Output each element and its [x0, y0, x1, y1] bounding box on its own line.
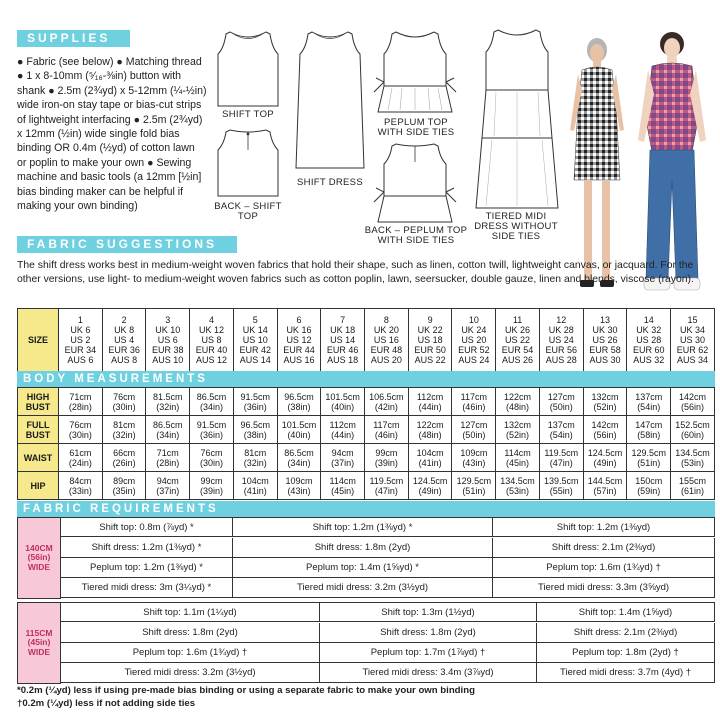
requirement-cell: Shift top: 1.2m (1⅜yd): [493, 517, 715, 537]
measurement-cell: 104cm (41in): [233, 472, 277, 500]
measurement-cell: 99cm (39in): [365, 444, 409, 472]
size-uk: UK 26: [505, 325, 531, 335]
requirement-cell: Tiered midi dress: 3.4m (3⅞yd): [320, 663, 537, 683]
size-aus: AUS 20: [370, 355, 402, 365]
requirement-cell: Tiered midi dress: 3.7m (4yd) †: [537, 663, 715, 683]
size-aus: AUS 24: [458, 355, 490, 365]
size-eur: EUR 52: [458, 345, 490, 355]
measurement-cell: 76cm (30in): [59, 416, 103, 444]
size-n: 13: [599, 315, 610, 325]
measurement-cell: 144.5cm (57in): [583, 472, 627, 500]
size-chart: [17, 308, 715, 372]
size-eur: EUR 46: [326, 345, 359, 355]
size-eur: EUR 44: [283, 345, 315, 355]
requirement-row: [61, 643, 715, 663]
measurement-cell: 152.5cm (60in): [671, 416, 715, 444]
measurement-cell: 127cm (50in): [452, 416, 496, 444]
measurement-cell: 71cm (28in): [59, 388, 103, 416]
size-aus: AUS 10: [152, 355, 184, 365]
measurement-cell: 106.5cm (42in): [365, 388, 409, 416]
size-us: US 20: [461, 335, 487, 345]
size-cell: [59, 309, 103, 372]
size-uk: UK 6: [70, 325, 91, 335]
requirement-cell: Tiered midi dress: 3.3m (3⅝yd): [493, 578, 715, 598]
size-n: 15: [687, 315, 698, 325]
shift-dress-sketch: [292, 30, 368, 170]
measurement-cell: 109cm (43in): [277, 472, 321, 500]
measurement-cell: 81cm (32in): [233, 444, 277, 472]
size-cell: [365, 309, 409, 372]
measurement-cell: 122cm (48in): [408, 416, 452, 444]
size-cell: [496, 309, 540, 372]
measurement-cell: 119.5cm (47in): [539, 444, 583, 472]
measurement-cell: 124.5cm (49in): [583, 444, 627, 472]
shift-dress-label: SHIFT DRESS: [297, 177, 363, 188]
measurement-cell: 142cm (56in): [671, 388, 715, 416]
size-n: 3: [165, 315, 171, 325]
fabric-width-label: 115CM (45in) WIDE: [17, 602, 61, 684]
size-eur: EUR 58: [589, 345, 621, 355]
shift-top-label: SHIFT TOP: [222, 109, 274, 120]
size-n: 9: [427, 315, 433, 325]
measurement-cell: 134.5cm (53in): [671, 444, 715, 472]
measurement-label: WAIST: [18, 444, 59, 472]
size-uk: UK 32: [636, 325, 662, 335]
footnote-bias-binding: *0.2m (¼yd) less if using pre-made bias binding or using a separate fabric to make your own binding: [17, 685, 475, 696]
measurement-cell: 81.5cm (32in): [146, 388, 190, 416]
measurement-cell: 150cm (59in): [627, 472, 671, 500]
back-shift-top-label: BACK – SHIFT TOP: [214, 201, 282, 222]
measurement-cell: 132cm (52in): [583, 388, 627, 416]
measurement-cell: 127cm (50in): [539, 388, 583, 416]
requirement-cell: Peplum top: 1.7m (1⅞yd) †: [320, 643, 537, 663]
measurement-cell: 91.5cm (36in): [190, 416, 234, 444]
size-cell: [671, 309, 715, 372]
measurement-cell: 101.5cm (40in): [277, 416, 321, 444]
size-aus: AUS 16: [283, 355, 315, 365]
measurement-cell: 94cm (37in): [146, 472, 190, 500]
size-eur: EUR 50: [414, 345, 446, 355]
requirement-cell: Shift dress: 1.8m (2yd): [320, 623, 537, 643]
size-us: US 4: [114, 335, 135, 345]
requirement-cell: Peplum top: 1.6m (1¾yd) †: [61, 643, 320, 663]
measurement-row: [18, 388, 715, 416]
size-aus: AUS 28: [545, 355, 577, 365]
size-n: 7: [340, 315, 346, 325]
size-aus: AUS 14: [239, 355, 271, 365]
size-cell: [102, 309, 146, 372]
size-aus: AUS 32: [633, 355, 665, 365]
size-us: US 14: [330, 335, 356, 345]
size-uk: UK 8: [114, 325, 135, 335]
measurement-cell: 104cm (41in): [408, 444, 452, 472]
measurement-cell: 112cm (44in): [408, 388, 452, 416]
size-eur: EUR 36: [108, 345, 140, 355]
size-cell: [277, 309, 321, 372]
requirement-row: [61, 663, 715, 683]
measurement-cell: 147cm (58in): [627, 416, 671, 444]
requirement-cell: Peplum top: 1.4m (1⅝yd) *: [233, 558, 493, 578]
measurement-cell: 139.5cm (55in): [539, 472, 583, 500]
back-peplum-top-sketch: [372, 142, 458, 226]
size-us: US 24: [548, 335, 574, 345]
measurement-cell: 76cm (30in): [102, 388, 146, 416]
size-eur: EUR 62: [676, 345, 709, 355]
body-measurements-table: [17, 387, 715, 500]
size-aus: AUS 8: [111, 355, 138, 365]
requirements-115cm: [17, 602, 715, 684]
measurement-cell: 89cm (35in): [102, 472, 146, 500]
measurement-cell: 117cm (46in): [365, 416, 409, 444]
back-shift-top-sketch: [212, 128, 284, 198]
size-label: SIZE: [18, 309, 59, 372]
tiered-midi-sketch: [474, 28, 560, 210]
measurement-cell: 124.5cm (49in): [408, 472, 452, 500]
requirement-cell: Tiered midi dress: 3m (3¼yd) *: [61, 578, 233, 598]
measurement-row: [18, 444, 715, 472]
body-measurements-heading: BODY MEASUREMENTS: [17, 371, 715, 387]
size-uk: UK 22: [417, 325, 443, 335]
size-aus: AUS 30: [589, 355, 621, 365]
requirement-row: [61, 558, 715, 578]
size-uk: UK 14: [242, 325, 268, 335]
size-n: 12: [556, 315, 567, 325]
size-aus: AUS 22: [414, 355, 446, 365]
size-row: [18, 309, 715, 372]
measurement-cell: 84cm (33in): [59, 472, 103, 500]
size-eur: EUR 54: [501, 345, 534, 355]
size-cell: [583, 309, 627, 372]
fabric-suggestions-heading: FABRIC SUGGESTIONS: [17, 236, 237, 253]
size-n: 2: [121, 315, 127, 325]
measurement-cell: 129.5cm (51in): [627, 444, 671, 472]
size-cell: [321, 309, 365, 372]
measurement-cell: 109cm (43in): [452, 444, 496, 472]
size-us: US 10: [242, 335, 268, 345]
size-cell: [539, 309, 583, 372]
size-eur: EUR 40: [195, 345, 228, 355]
measurement-label: HIGH BUST: [18, 388, 59, 416]
size-uk: UK 20: [373, 325, 399, 335]
requirement-cell: Shift top: 0.8m (⅞yd) *: [61, 517, 233, 537]
size-us: US 8: [201, 335, 222, 345]
size-us: US 18: [417, 335, 443, 345]
size-uk: UK 12: [199, 325, 225, 335]
size-aus: AUS 6: [67, 355, 94, 365]
measurement-cell: 94cm (37in): [321, 444, 365, 472]
size-eur: EUR 60: [632, 345, 665, 355]
measurement-cell: 99cm (39in): [190, 472, 234, 500]
requirement-cell: Shift top: 1.4m (1⅝yd): [537, 602, 715, 622]
size-n: 14: [643, 315, 654, 325]
size-eur: EUR 48: [370, 345, 403, 355]
supplies-text: ● Fabric (see below) ● Matching thread ● 1 x 8-10mm (⁵⁄₁₆-⅜in) button with shank ● 2.5m (2¾yd) x 5-12mm (¼-½in) wide iron-on stay tape or bias-cut strips of lightweight interfacing ● 2.5m (2¾yd) x 12mm (½in) wide single fold bias binding OR 0.4m (½yd) of cotton lawn or poplin to make your own ● Sewing machine and basic tools (a 12mm [½in] bias binding maker can be helpful if making your own binding): [17, 56, 207, 213]
size-uk: UK 18: [330, 325, 356, 335]
size-us: US 16: [373, 335, 399, 345]
measurement-row: [18, 416, 715, 444]
size-n: 11: [512, 315, 523, 325]
size-us: US 2: [70, 335, 91, 345]
size-cell: [146, 309, 190, 372]
supplies-heading: SUPPLIES: [17, 30, 130, 47]
size-uk: UK 24: [461, 325, 487, 335]
size-cell: [233, 309, 277, 372]
size-aus: AUS 12: [196, 355, 228, 365]
footnote-side-ties: †0.2m (¼yd) less if not adding side ties: [17, 697, 196, 709]
size-us: US 12: [286, 335, 312, 345]
size-n: 1: [77, 315, 83, 325]
measurement-cell: 86.5cm (34in): [190, 388, 234, 416]
size-us: US 28: [636, 335, 662, 345]
measurement-cell: 119.5cm (47in): [365, 472, 409, 500]
size-n: 10: [468, 315, 479, 325]
size-uk: UK 30: [592, 325, 618, 335]
requirement-row: [61, 623, 715, 643]
measurement-cell: 114cm (45in): [496, 444, 540, 472]
measurement-cell: 76cm (30in): [190, 444, 234, 472]
measurement-cell: 86.5cm (34in): [146, 416, 190, 444]
fabric-suggestions-text: The shift dress works best in medium-weight woven fabrics that hold their shape, such as linen, cotton twill, lightweight canvas, or jacquard. For the other versions, use light- to medium-weight woven fabrics such as cotton poplin, lawn, seersucker, double gauze, linen and blends, viscose (rayon).: [17, 260, 694, 285]
size-aus: AUS 26: [502, 355, 534, 365]
requirement-row: [61, 578, 715, 598]
measurement-cell: 61cm (24in): [59, 444, 103, 472]
size-us: US 6: [157, 335, 178, 345]
measurement-cell: 134.5cm (53in): [496, 472, 540, 500]
size-uk: UK 28: [548, 325, 574, 335]
requirement-cell: Shift top: 1.1m (1¼yd): [61, 602, 320, 622]
requirement-cell: Tiered midi dress: 3.2m (3½yd): [61, 663, 320, 683]
size-aus: AUS 18: [327, 355, 359, 365]
measurement-cell: 101.5cm (40in): [321, 388, 365, 416]
footnotes: [17, 685, 717, 710]
size-n: 6: [296, 315, 302, 325]
size-n: 5: [252, 315, 258, 325]
size-eur: EUR 56: [545, 345, 578, 355]
size-eur: EUR 38: [152, 345, 184, 355]
requirement-cell: Peplum top: 1.6m (1¾yd) †: [493, 558, 715, 578]
measurement-label: FULL BUST: [18, 416, 59, 444]
requirement-cell: Shift dress: 1.8m (2yd): [233, 538, 493, 558]
measurement-cell: 71cm (28in): [146, 444, 190, 472]
measurement-cell: 96.5cm (38in): [277, 388, 321, 416]
measurement-cell: 117cm (46in): [452, 388, 496, 416]
requirement-cell: Shift top: 1.3m (1½yd): [320, 602, 537, 622]
measurement-cell: 122cm (48in): [496, 388, 540, 416]
fabric-width-label: 140CM (56in) WIDE: [17, 517, 61, 599]
requirement-row: [61, 538, 715, 558]
size-cell: [408, 309, 452, 372]
measurement-cell: 155cm (61in): [671, 472, 715, 500]
requirement-cell: Shift top: 1.2m (1⅜yd) *: [233, 517, 493, 537]
tiered-midi-label: TIERED MIDI DRESS WITHOUT SIDE TIES: [474, 211, 558, 242]
requirement-cell: Shift dress: 1.2m (1⅜yd) *: [61, 538, 233, 558]
size-us: US 22: [505, 335, 531, 345]
fabric-requirements-heading: FABRIC REQUIREMENTS: [17, 501, 715, 517]
measurement-cell: 112cm (44in): [321, 416, 365, 444]
requirement-row: [61, 602, 715, 622]
measurement-cell: 91.5cm (36in): [233, 388, 277, 416]
size-uk: UK 10: [155, 325, 181, 335]
requirements-140cm: [17, 517, 715, 599]
measurement-cell: 132cm (52in): [496, 416, 540, 444]
size-uk: UK 16: [286, 325, 312, 335]
size-cell: [452, 309, 496, 372]
size-cell: [627, 309, 671, 372]
size-us: US 26: [592, 335, 618, 345]
size-us: US 30: [680, 335, 706, 345]
measurement-label: HIP: [18, 472, 59, 500]
size-aus: AUS 34: [677, 355, 709, 365]
peplum-top-label: PEPLUM TOP WITH SIDE TIES: [377, 117, 455, 138]
back-peplum-top-label: BACK – PEPLUM TOP WITH SIDE TIES: [364, 225, 468, 246]
size-cell: [190, 309, 234, 372]
peplum-top-sketch: [372, 30, 458, 114]
measurement-cell: 86.5cm (34in): [277, 444, 321, 472]
requirement-cell: Shift dress: 1.8m (2yd): [61, 623, 320, 643]
requirement-cell: Peplum top: 1.2m (1⅜yd) *: [61, 558, 233, 578]
measurement-cell: 137cm (54in): [627, 388, 671, 416]
shift-top-sketch: [212, 30, 284, 108]
measurement-cell: 81cm (32in): [102, 416, 146, 444]
requirement-cell: Shift dress: 2.1m (2⅜yd): [493, 538, 715, 558]
measurement-cell: 137cm (54in): [539, 416, 583, 444]
size-n: 4: [209, 315, 215, 325]
size-n: 8: [383, 315, 389, 325]
requirement-cell: Tiered midi dress: 3.2m (3½yd): [233, 578, 493, 598]
measurement-cell: 114cm (45in): [321, 472, 365, 500]
measurement-cell: 66cm (26in): [102, 444, 146, 472]
model-right: [638, 32, 706, 290]
measurement-row: [18, 472, 715, 500]
measurement-cell: 129.5cm (51in): [452, 472, 496, 500]
model-left: [570, 38, 624, 287]
size-uk: UK 34: [680, 325, 706, 335]
size-eur: EUR 42: [239, 345, 271, 355]
measurement-cell: 142cm (56in): [583, 416, 627, 444]
requirement-cell: Shift dress: 2.1m (2⅜yd): [537, 623, 715, 643]
requirement-row: [61, 517, 715, 537]
size-eur: EUR 34: [64, 345, 97, 355]
requirement-cell: Peplum top: 1.8m (2yd) †: [537, 643, 715, 663]
measurement-cell: 96.5cm (38in): [233, 416, 277, 444]
